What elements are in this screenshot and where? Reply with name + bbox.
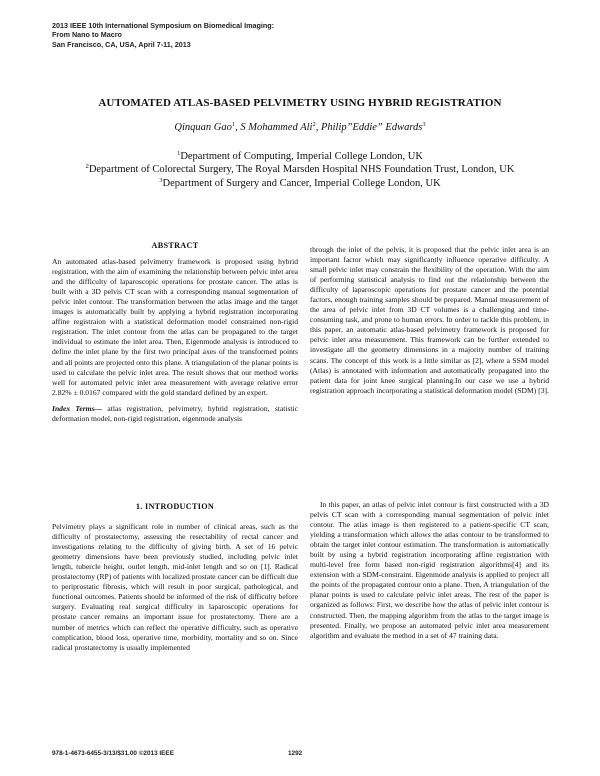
right-column-top (310, 245, 549, 396)
conference-line-3: San Francisco, CA, USA, April 7-11, 2013 (52, 39, 191, 49)
copyright-line: 978-1-4673-6455-3/13/$31.00 ©2013 IEEE (52, 750, 174, 757)
author-name: Philip”Eddie” Edwards (320, 122, 423, 133)
affiliation-mark: 1 (177, 150, 181, 157)
page-number: 1292 (288, 750, 303, 757)
introduction-text: Pelvimetry plays a significant role in number of clinical areas, such as the difficulty of prostatectomy, assessing the resectability of rectal cancer and investigations relating to the difficulty of giving birth. A set of 16 pelvic geometry dimensions have been previously studied, including pelvic inlet length, tubercle height, outlet length, mid-inlet length and so on [1]. Radical prostatectomy (RP) of patients with localized prostate cancer can be difficult due to periprostatic fibrosis, which will result in poor surgical, pathological, and functional outcomes. Patients should be informed of the risk of difficulty before surgery. Evaluating real surgical difficulty in laparoscopic operations for prostate cancer remains an important issue for prostatectomy. There are a number of metrics which can reflect the operative difficulty, such as operative complication, blood loss, operative time, morbidity, mortality and so on. Since radical prostatectomy is usually implemented (52, 522, 298, 652)
author-separator: , (315, 122, 321, 133)
index-terms-label: Index Terms— (52, 403, 103, 413)
index-terms-text: atlas registration, pelvimetry, hybrid registration, statistic deformation model, non-rigid registration, eigenmode analysis (52, 403, 298, 423)
author-affiliation-mark: 3 (422, 121, 426, 128)
author-affiliation-mark: 2 (312, 121, 316, 128)
affiliation-text: Department of Colorectal Surgery, The Royal Marsden Hospital NHS Foundation Trust, London, UK (88, 164, 515, 176)
abstract-heading: ABSTRACT (151, 241, 199, 250)
right-column-bottom (310, 500, 549, 641)
motivation-paragraph: through the inlet of the pelvis, it is proposed that the pelvic inlet area is an important factor which may significantly influence operative difficulty. A small pelvic inlet may constrain the flexibility of the operation. With the aim of performing statistical analysis to find out the relationship between the difficulty of laparoscopic operations for prostate cancer and the potential factors, enough training samples should be prepared. Manual measurement of the area of pelvic inlet from 3D CT volumes is a challenging and time-consuming task, and prone to human errors. In order to tackle this problem, in this paper, an automatic atlas-based pelvimetry framework is proposed for pelvic inlet area measurement. This framework can be further extended to investigate all the geometry dimensions in a majority number of training scans. The concept of this work is a little similar as [2], where a SSM model (Atlas) is annotated with information and automatically propagated into the patient data for joint knee surgical planning.In our case we use a hybrid registration approach incorporating a statistical deformation model (SDM) [3]. (310, 245, 549, 395)
affiliation-mark: 2 (85, 163, 89, 171)
affiliation-text: Department of Surgery and Cancer, Imperial College London, UK (162, 177, 441, 189)
overview-paragraph: In this paper, an atlas of pelvic inlet contour is first constructed with a 3D pelvis CT scan with a corresponding manual segmentation of pelvic inlet contour. The atlas image is then registered to a patient-specific CT scan, yielding a transformation which allows the atlas contour to be transformed to obtain the target inlet contour estimation. The transformation is automatically built by using a hybrid registration incorporating affine registration with multi-level free form based non-rigid registration algorithms[4] and its extension with a SDM-constraint. Eigenmode analysis is applied to project all the points of the propagated contour onto a plane. Then, A triangulation of the planar points is used to calculate pelvic inlet areas. The rest of the paper is organized as follows: First, we describe how the atlas of pelvic inlet contour is constructed. Then, the mapping algorithm from the atlas to the target image is presented. Finally, we propose an automated pelvic inlet area measurement algorithm and evaluate the method in a set of 47 training data. (310, 500, 549, 640)
index-terms (52, 404, 298, 424)
author-separator: , (235, 122, 241, 133)
author-list (0, 122, 600, 133)
paper-title: AUTOMATED ATLAS-BASED PELVIMETRY USING HYBRID REGISTRATION (98, 97, 502, 109)
conference-line-1: 2013 IEEE 10th International Symposium on Biomedical Imaging: (52, 21, 275, 30)
introduction-heading: 1. INTRODUCTION (135, 502, 215, 511)
affiliation-text: Department of Computing, Imperial College London, UK (180, 151, 423, 162)
affiliation-mark: 3 (159, 176, 163, 184)
affiliation (0, 177, 600, 190)
author-name: S Mohammed Ali (240, 122, 313, 133)
abstract-section (52, 241, 298, 424)
author-affiliation-mark: 1 (231, 121, 236, 128)
affiliation (0, 150, 600, 163)
conference-line-2: From Nano to Macro (52, 30, 122, 40)
conference-header (52, 21, 352, 49)
affiliation (0, 163, 600, 176)
author-name: Qinquan Gao (174, 122, 232, 133)
introduction-section (52, 502, 298, 653)
abstract-text: An automated atlas-based pelvimetry framework is proposed using hybrid registration, with the aim of examining the relationship between pelvic inlet area and the difficulty of laparoscopic operations for prostate cancer. The atlas is built with a 3D pelvis CT scan with a corresponding manual segmentation of pelvic inlet contour. The transformation between the atlas image and the target images is automatically built by applying a hybrid registration incorporating affine registraion with a statistical deformation model constrained non-rigid registration. The inlet contour from the atlas can be propagated to the target individual to estimate the inlet area. Then, Eigenmode analysis is introduced to define the inlet plane by the first two principal axes of the transformed points and all points are projected onto this plane. A triangulation of the planar points is used to calculate the pelvic inlet area. The result shows that our method works well for automated pelvic inlet area measurement with average relative error 2.82% ± 0.0167 compared with the gold standard defined by an expert. (52, 257, 298, 397)
affiliation-list (0, 150, 600, 190)
